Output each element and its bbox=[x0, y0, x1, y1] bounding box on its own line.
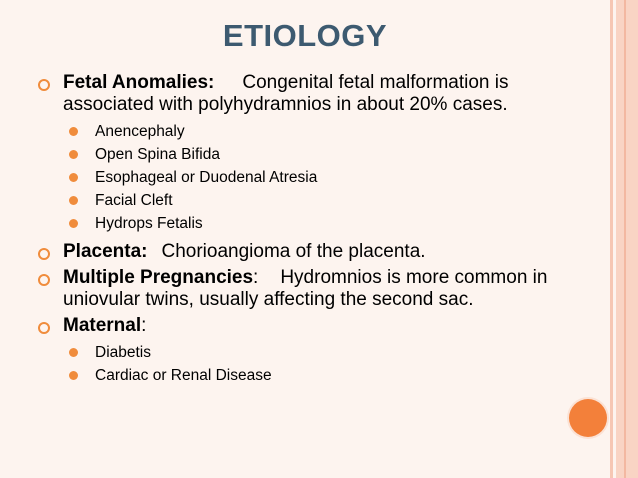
decorative-stripe bbox=[616, 0, 638, 478]
bullet-fetal-anomalies bbox=[38, 72, 598, 116]
orange-circle-decoration bbox=[569, 399, 607, 437]
ring-bullet-icon bbox=[38, 248, 50, 260]
bullet-placenta bbox=[38, 241, 598, 263]
bullet-lead: Multiple Pregnancies bbox=[63, 267, 254, 288]
slide-title: ETIOLOGY bbox=[222, 18, 388, 53]
sublist-fetal-anomalies bbox=[38, 120, 598, 235]
decorative-stripe bbox=[610, 0, 613, 478]
bullet-lead: Maternal bbox=[63, 315, 142, 336]
list-item: Anencephaly bbox=[38, 120, 598, 143]
ring-bullet-icon bbox=[38, 322, 50, 334]
list-item: Hydrops Fetalis bbox=[38, 212, 598, 235]
bullet-lead: Fetal Anomalies: bbox=[63, 72, 215, 93]
bullet-separator: : bbox=[253, 267, 259, 288]
sublist-maternal bbox=[38, 341, 598, 387]
dot-bullet-icon bbox=[69, 196, 78, 205]
dot-bullet-icon bbox=[69, 173, 78, 182]
list-item: Open Spina Bifida bbox=[38, 143, 598, 166]
bullet-lead: Placenta: bbox=[63, 241, 148, 262]
list-item: Diabetis bbox=[38, 341, 598, 364]
bullet-separator: : bbox=[141, 315, 147, 336]
bullet-text: Chorioangioma of the placenta. bbox=[161, 241, 426, 262]
dot-bullet-icon bbox=[69, 150, 78, 159]
decorative-stripe bbox=[624, 0, 626, 478]
dot-bullet-icon bbox=[69, 127, 78, 136]
bullet-multiple-pregnancies bbox=[38, 267, 598, 311]
dot-bullet-icon bbox=[69, 219, 78, 228]
ring-bullet-icon bbox=[38, 274, 50, 286]
list-item: Facial Cleft bbox=[38, 189, 598, 212]
bullet-text: Hydromnios is more common in uniovular twins, usually affecting the second sac. bbox=[63, 267, 548, 310]
slide-content bbox=[38, 72, 598, 393]
dot-bullet-icon bbox=[69, 371, 78, 380]
list-item: Esophageal or Duodenal Atresia bbox=[38, 166, 598, 189]
list-item: Cardiac or Renal Disease bbox=[38, 364, 598, 387]
bullet-text: Congenital fetal malformation is associated with polyhydramnios in about 20% cases. bbox=[63, 72, 509, 115]
dot-bullet-icon bbox=[69, 348, 78, 357]
ring-bullet-icon bbox=[38, 79, 50, 91]
bullet-maternal bbox=[38, 315, 598, 337]
